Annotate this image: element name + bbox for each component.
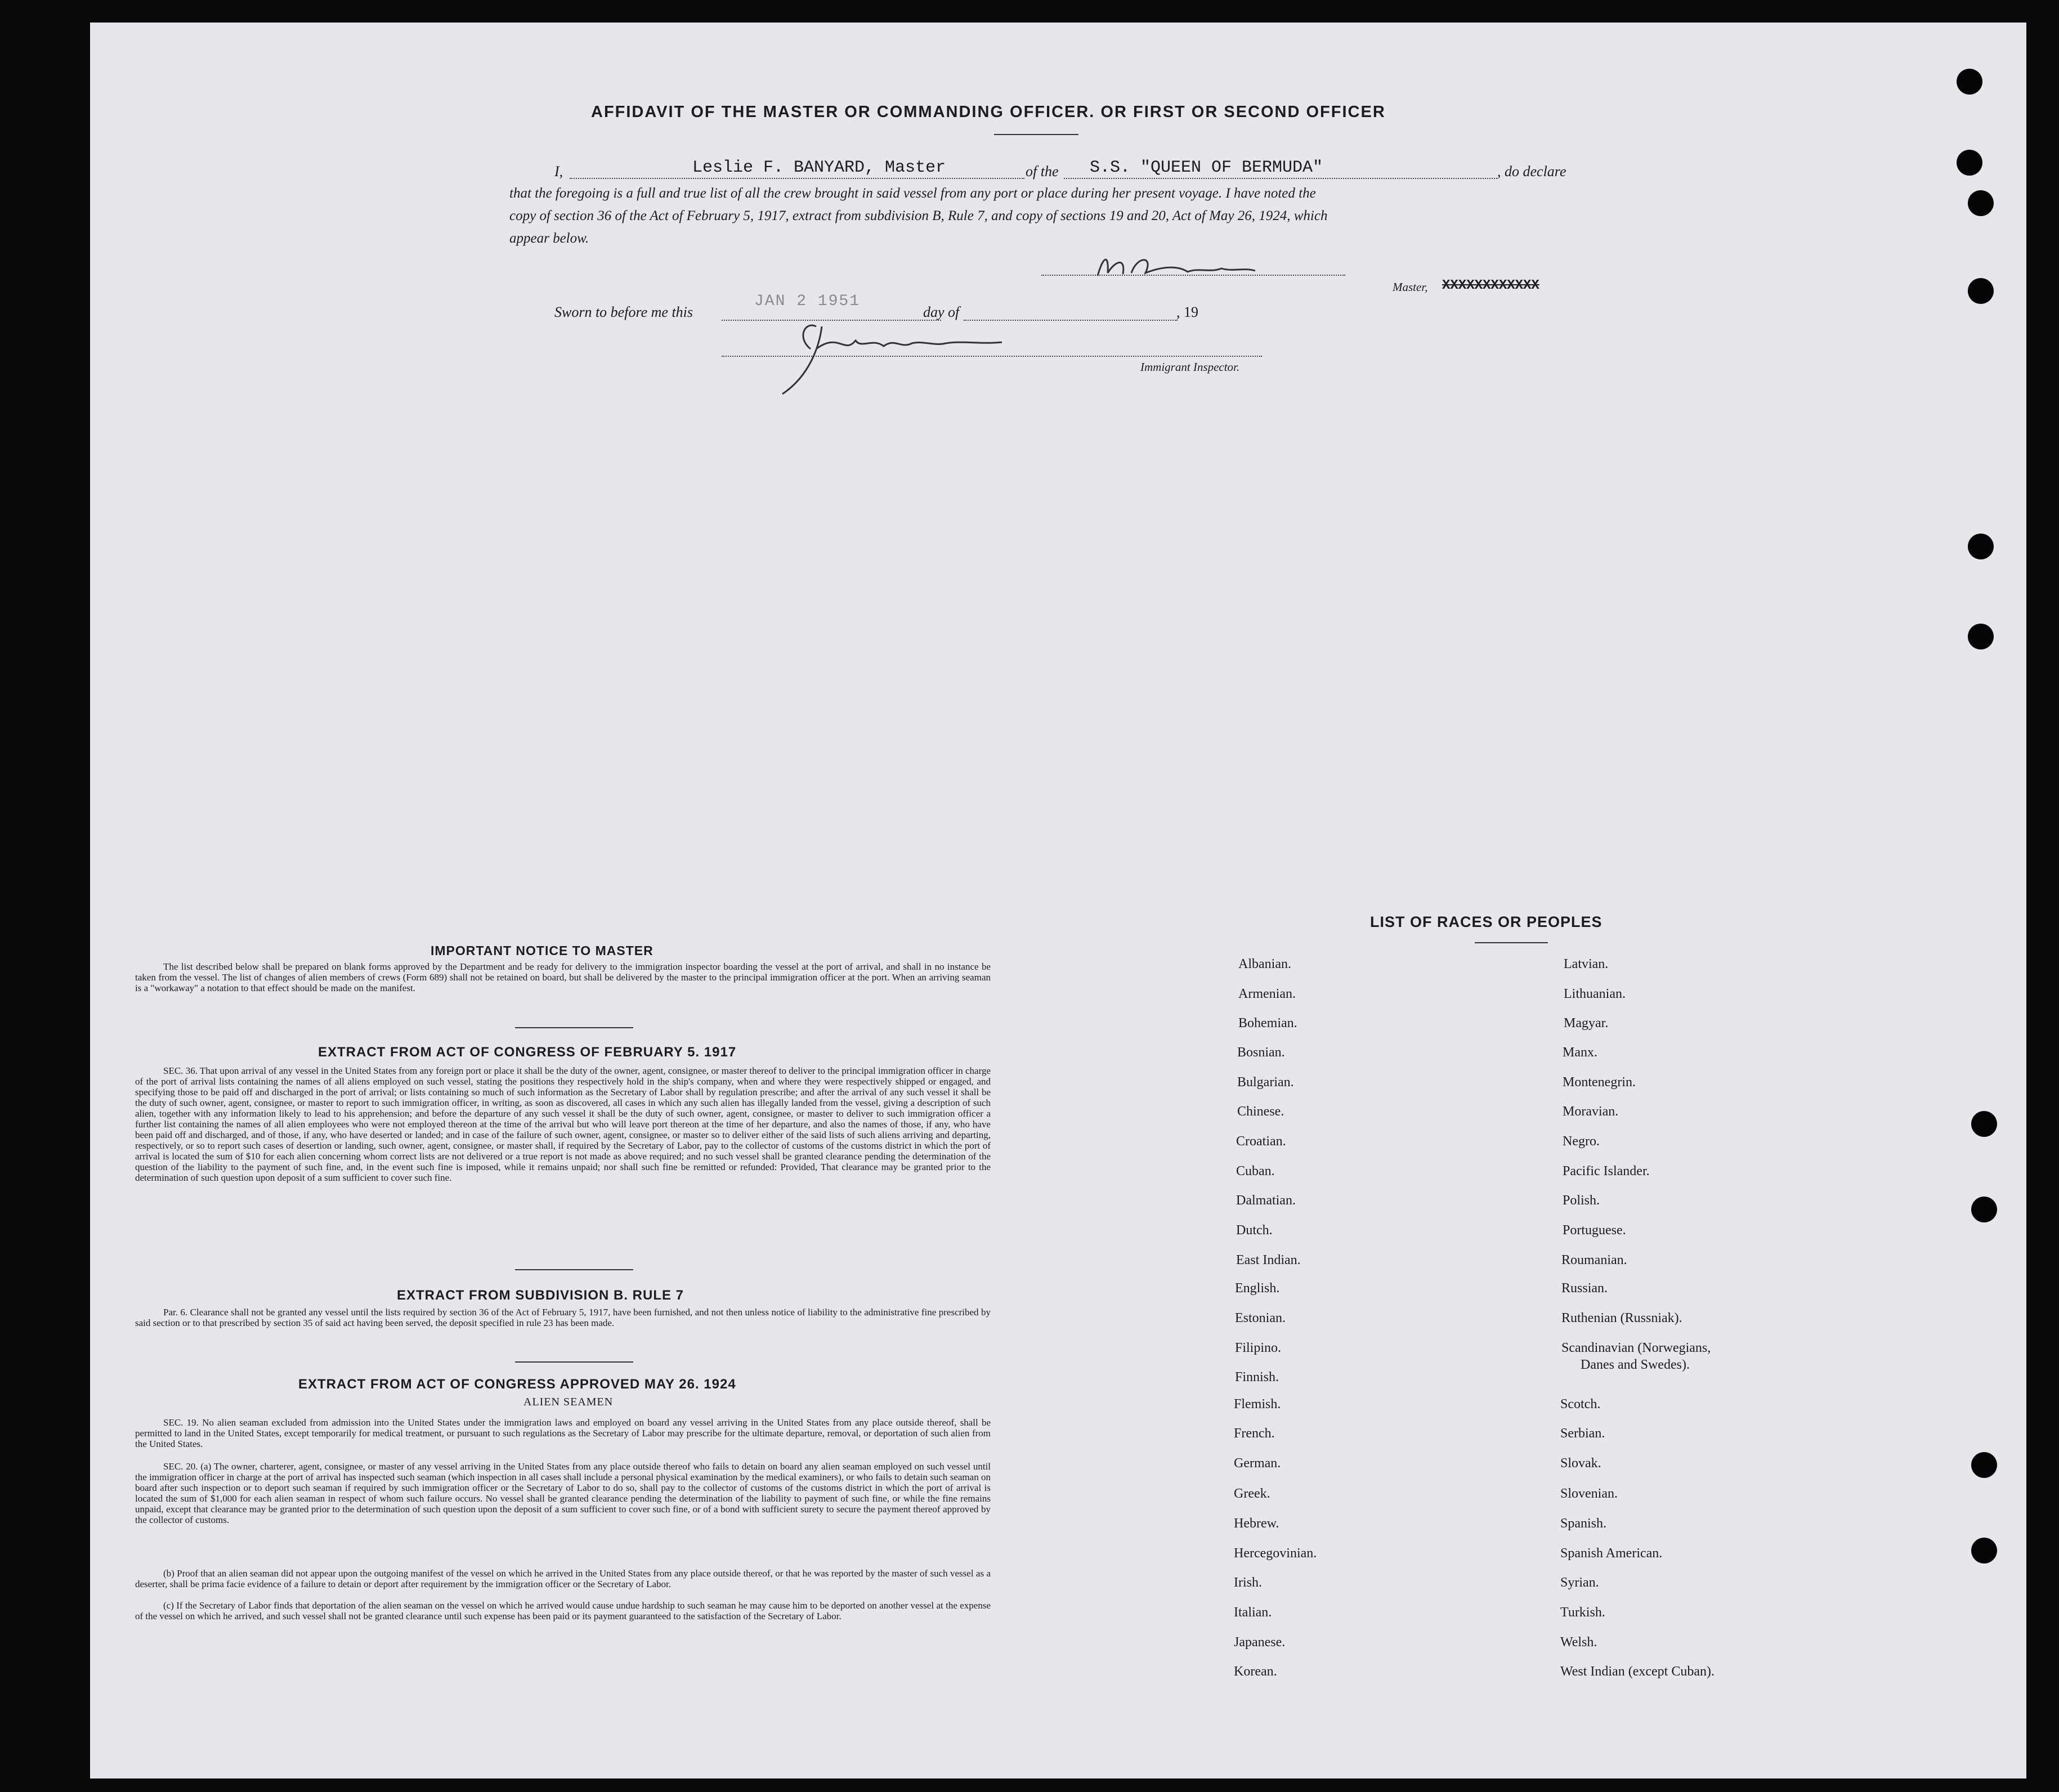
master-label: Master, (1393, 280, 1428, 294)
master-name: Leslie F. BANYARD, Master (692, 158, 946, 177)
race-item: East Indian. (1236, 1253, 1301, 1267)
race-item: Turkish. (1560, 1605, 1605, 1620)
divider (994, 134, 1078, 135)
divider (515, 1027, 633, 1028)
race-item: Spanish American. (1560, 1546, 1663, 1561)
race-item: Japanese. (1234, 1635, 1286, 1650)
year-label: , 19 (1176, 304, 1198, 320)
master-signature (1092, 250, 1295, 284)
race-item: Montenegrin. (1563, 1075, 1636, 1090)
race-item: Scotch. (1560, 1397, 1601, 1412)
race-item: German. (1234, 1456, 1281, 1471)
race-item: Pacific Islander. (1563, 1164, 1650, 1179)
affidavit-line-3: copy of section 36 of the Act of February 5, 1917, extract from subdivision B, Rule 7, and copy of sections 19 and 20, Act of May 26, 1924, which (509, 208, 1328, 223)
extract-1917-title: EXTRACT FROM ACT OF CONGRESS OF FEBRUARY 5. 1917 (318, 1045, 737, 1060)
race-item: Lithuanian. (1564, 987, 1626, 1001)
race-item: French. (1234, 1426, 1275, 1441)
race-item: Filipino. (1235, 1341, 1282, 1355)
race-item: Dalmatian. (1236, 1193, 1296, 1208)
race-item: Syrian. (1560, 1575, 1599, 1590)
sec-19-body: SEC. 19. No alien seaman excluded from admission into the United States under the immigration laws and employed on board any vessel arriving in the United States from any place outside thereof, shall be permitted to land in the United States, except temporarily for medical treatment, or pursuant to such regulations as the Secretary of Labor may prescribe for the ultimate departure, removal, or deportation of such alien from the United States. (135, 1417, 991, 1449)
race-item: Manx. (1563, 1045, 1597, 1060)
sec-20b-body: (b) Proof that an alien seaman did not appear upon the outgoing manifest of the vessel on which he arrived in the United States from any place outside thereof, or that he was reported by the master of such vessel as a deserter, shall be prima facie evidence of a failure to detain or deport after requirement by the immigration officer or the Secretary of Labor. (135, 1568, 991, 1589)
notice-body: The list described below shall be prepared on blank forms approved by the Department and be ready for delivery to the immigration inspector boarding the vessel at the port of arrival, and shall in no instance be taken from the vessel. The list of changes of alien members of crews (Form 689) shall not be retained on board, but shall be delivered by the master to the principal immigration officer at the port. When an arriving seaman is a "workaway" a notation to that effect should be made on the manifest. (135, 961, 991, 993)
race-item: Scandinavian (Norwegians, (1561, 1341, 1711, 1355)
sec-20c-body: (c) If the Secretary of Labor finds that deportation of the alien seaman on the vessel on which he arrived would cause undue hardship to such seaman he may cause him to be deported on another vessel at the expense of the vessel on which he arrived, and such vessel shall not be granted clearance until such expense has been paid or its payment guaranteed to the satisfaction of the Secretary of Labor. (135, 1600, 991, 1621)
affidavit-i: I, (554, 163, 563, 180)
punch-hole (1968, 278, 1994, 304)
race-item: Croatian. (1236, 1134, 1286, 1149)
race-item: Bulgarian. (1237, 1075, 1294, 1090)
affidavit-line-4: appear below. (509, 231, 589, 246)
race-item: Flemish. (1234, 1397, 1281, 1412)
races-title: LIST OF RACES OR PEOPLES (1370, 913, 1603, 930)
punch-hole (1957, 69, 1982, 95)
punch-hole (1971, 1538, 1997, 1563)
master-name-line (570, 178, 1024, 179)
race-item: Portuguese. (1563, 1223, 1626, 1238)
race-item: Latvian. (1564, 957, 1609, 971)
divider (515, 1361, 633, 1363)
of-the-label: of the (1026, 163, 1059, 180)
punch-hole (1968, 190, 1994, 216)
punch-hole (1971, 1197, 1997, 1222)
subdivision-b-body: Par. 6. Clearance shall not be granted any vessel until the lists required by section 36 of the Act of February 5, 1917, have been furnished, and not then unless notice of liability to the administrative fine prescribed by said section or to that prescribed by section 35 of said act having been served, the deposit specified in rule 23 has been made. (135, 1307, 991, 1328)
master-struck: XXXXXXXXXXXX (1442, 278, 1539, 293)
punch-hole (1968, 624, 1994, 649)
race-item: Russian. (1561, 1281, 1608, 1296)
alien-seamen-subtitle: ALIEN SEAMEN (523, 1396, 614, 1408)
extract-1917-body: SEC. 36. That upon arrival of any vessel in the United States from any foreign port or place it shall be the duty of the owner, agent, consignee, or master thereof to deliver to the principal immigration officer in charge of the port of arrival lists containing the names of all aliens employed on such vessel, stating the positions they respectively hold in the ship's company, when and where they were respectively shipped or engaged, and specifying those to be paid off and discharged in the port of arrival; or lists containing so much of such information as the Secretary of Labor shall by regulation prescribe; and after the arrival of any such vessel it shall be the duty of such owner, agent, consignee, or master to report to such immigration officer, in writing, as soon as discovered, all cases in which any such alien has illegally landed from the vessel, giving a description of such alien, together with any information likely to lead to his apprehension; and before the departure of any such vessel it shall be the duty of such owner, agent, consignee, or master to deliver to such immigration officer a further list containing the names of all alien employees who were not employed thereon at the time of the arrival but who will leave port thereon at the time of her departure, and also the names of those, if any, who have been paid off and discharged, and of those, if any, who have deserted or landed; and in case of the failure of such owner, agent, consignee, or master so to deliver either of the said lists of such aliens arriving and departing, respectively, or so to report such cases of desertion or landing, such owner, agent, consignee, or master shall, if required by the Secretary of Labor, pay to the collector of customs of the customs district in which the port of arrival is located the sum of $10 for each alien concerning whom correct lists are not delivered or a true report is not made as above required; and no such vessel shall be granted clearance pending the determination of the question of the liability to the payment of such fine, and, in the event such fine is imposed, while it remains unpaid; nor shall such fine be remitted or refunded: Provided, That clearance may be granted prior to the determination of such question upon deposit of a sum sufficient to cover such fine. (135, 1065, 991, 1183)
divider (1475, 942, 1548, 943)
race-item: Welsh. (1560, 1635, 1597, 1650)
race-item: Negro. (1563, 1134, 1600, 1149)
race-item: Dutch. (1236, 1223, 1273, 1238)
extract-1924-title: EXTRACT FROM ACT OF CONGRESS APPROVED MAY 26. 1924 (298, 1377, 736, 1392)
race-item: Finnish. (1235, 1370, 1279, 1385)
punch-hole (1971, 1111, 1997, 1137)
divider (515, 1269, 633, 1270)
race-item: Spanish. (1560, 1516, 1607, 1531)
race-item: English. (1235, 1281, 1280, 1296)
race-item: Slovenian. (1560, 1486, 1618, 1501)
race-item: Roumanian. (1561, 1253, 1627, 1267)
race-item: Ruthenian (Russniak). (1561, 1311, 1682, 1325)
race-item: Hercegovinian. (1234, 1546, 1317, 1561)
do-declare-label: , do declare (1497, 163, 1566, 180)
race-item: Italian. (1234, 1605, 1272, 1620)
punch-hole (1957, 150, 1982, 176)
race-item: Armenian. (1238, 987, 1296, 1001)
race-item: Serbian. (1560, 1426, 1605, 1441)
race-item: Cuban. (1236, 1164, 1275, 1179)
sworn-label: Sworn to before me this (554, 304, 693, 320)
race-item: Chinese. (1237, 1104, 1284, 1119)
vessel-line (1064, 178, 1497, 179)
race-item: Slovak. (1560, 1456, 1601, 1471)
race-item: Bosnian. (1237, 1045, 1285, 1060)
race-item: Estonian. (1235, 1311, 1286, 1325)
race-item: Greek. (1234, 1486, 1270, 1501)
inspector-signature (777, 315, 1036, 400)
affidavit-line-2: that the foregoing is a full and true list of all the crew brought in said vessel from any port or place during her present voyage. I have noted the (509, 186, 1316, 201)
race-item: Korean. (1234, 1664, 1277, 1679)
vessel-name: S.S. "QUEEN OF BERMUDA" (1090, 158, 1323, 177)
race-item: West Indian (except Cuban). (1560, 1664, 1715, 1679)
race-item: Magyar. (1564, 1016, 1609, 1031)
race-item: Bohemian. (1238, 1016, 1297, 1031)
race-item: Irish. (1234, 1575, 1262, 1590)
race-item: Danes and Swedes). (1581, 1358, 1690, 1372)
race-item: Moravian. (1563, 1104, 1619, 1119)
subdivision-b-title: EXTRACT FROM SUBDIVISION B. RULE 7 (397, 1288, 684, 1303)
race-item: Albanian. (1238, 957, 1291, 971)
sec-20a-body: SEC. 20. (a) The owner, charterer, agent, consignee, or master of any vessel arriving in the United States from any place outside thereof who fails to detain on board any alien seaman employed on such vessel until the immigration officer in charge at the port of arrival has inspected such seaman (which inspection in all cases shall include a personal physical examination by the medical examiners), or who fails to detain such seaman on board after such inspection or to deport such seaman if required by such immigration officer or the Secretary of Labor to do so, shall pay to the collector of customs of the customs district in which the port of arrival is located the sum of $1,000 for each alien seaman in respect of whom such failure occurs. No vessel shall be granted clearance pending the determination of the liability to payment of such fine, or while the fine remains unpaid, except that clearance may be granted prior to the determination of such question upon the deposit of a sum sufficient to cover such fine, or of a bond with sufficient surety to secure the payment thereof approved by the collector of customs. (135, 1461, 991, 1525)
race-item: Polish. (1563, 1193, 1600, 1208)
inspector-label: Immigrant Inspector. (1140, 360, 1240, 374)
punch-hole (1971, 1452, 1997, 1478)
day-of-label: day of (923, 304, 960, 320)
affidavit-title: AFFIDAVIT OF THE MASTER OR COMMANDING OFFICER. OR FIRST OR SECOND OFFICER (591, 103, 1386, 121)
race-item: Hebrew. (1234, 1516, 1279, 1531)
date-stamp: JAN 2 1951 (754, 293, 861, 310)
punch-hole (1968, 534, 1994, 559)
notice-title: IMPORTANT NOTICE TO MASTER (431, 943, 653, 958)
